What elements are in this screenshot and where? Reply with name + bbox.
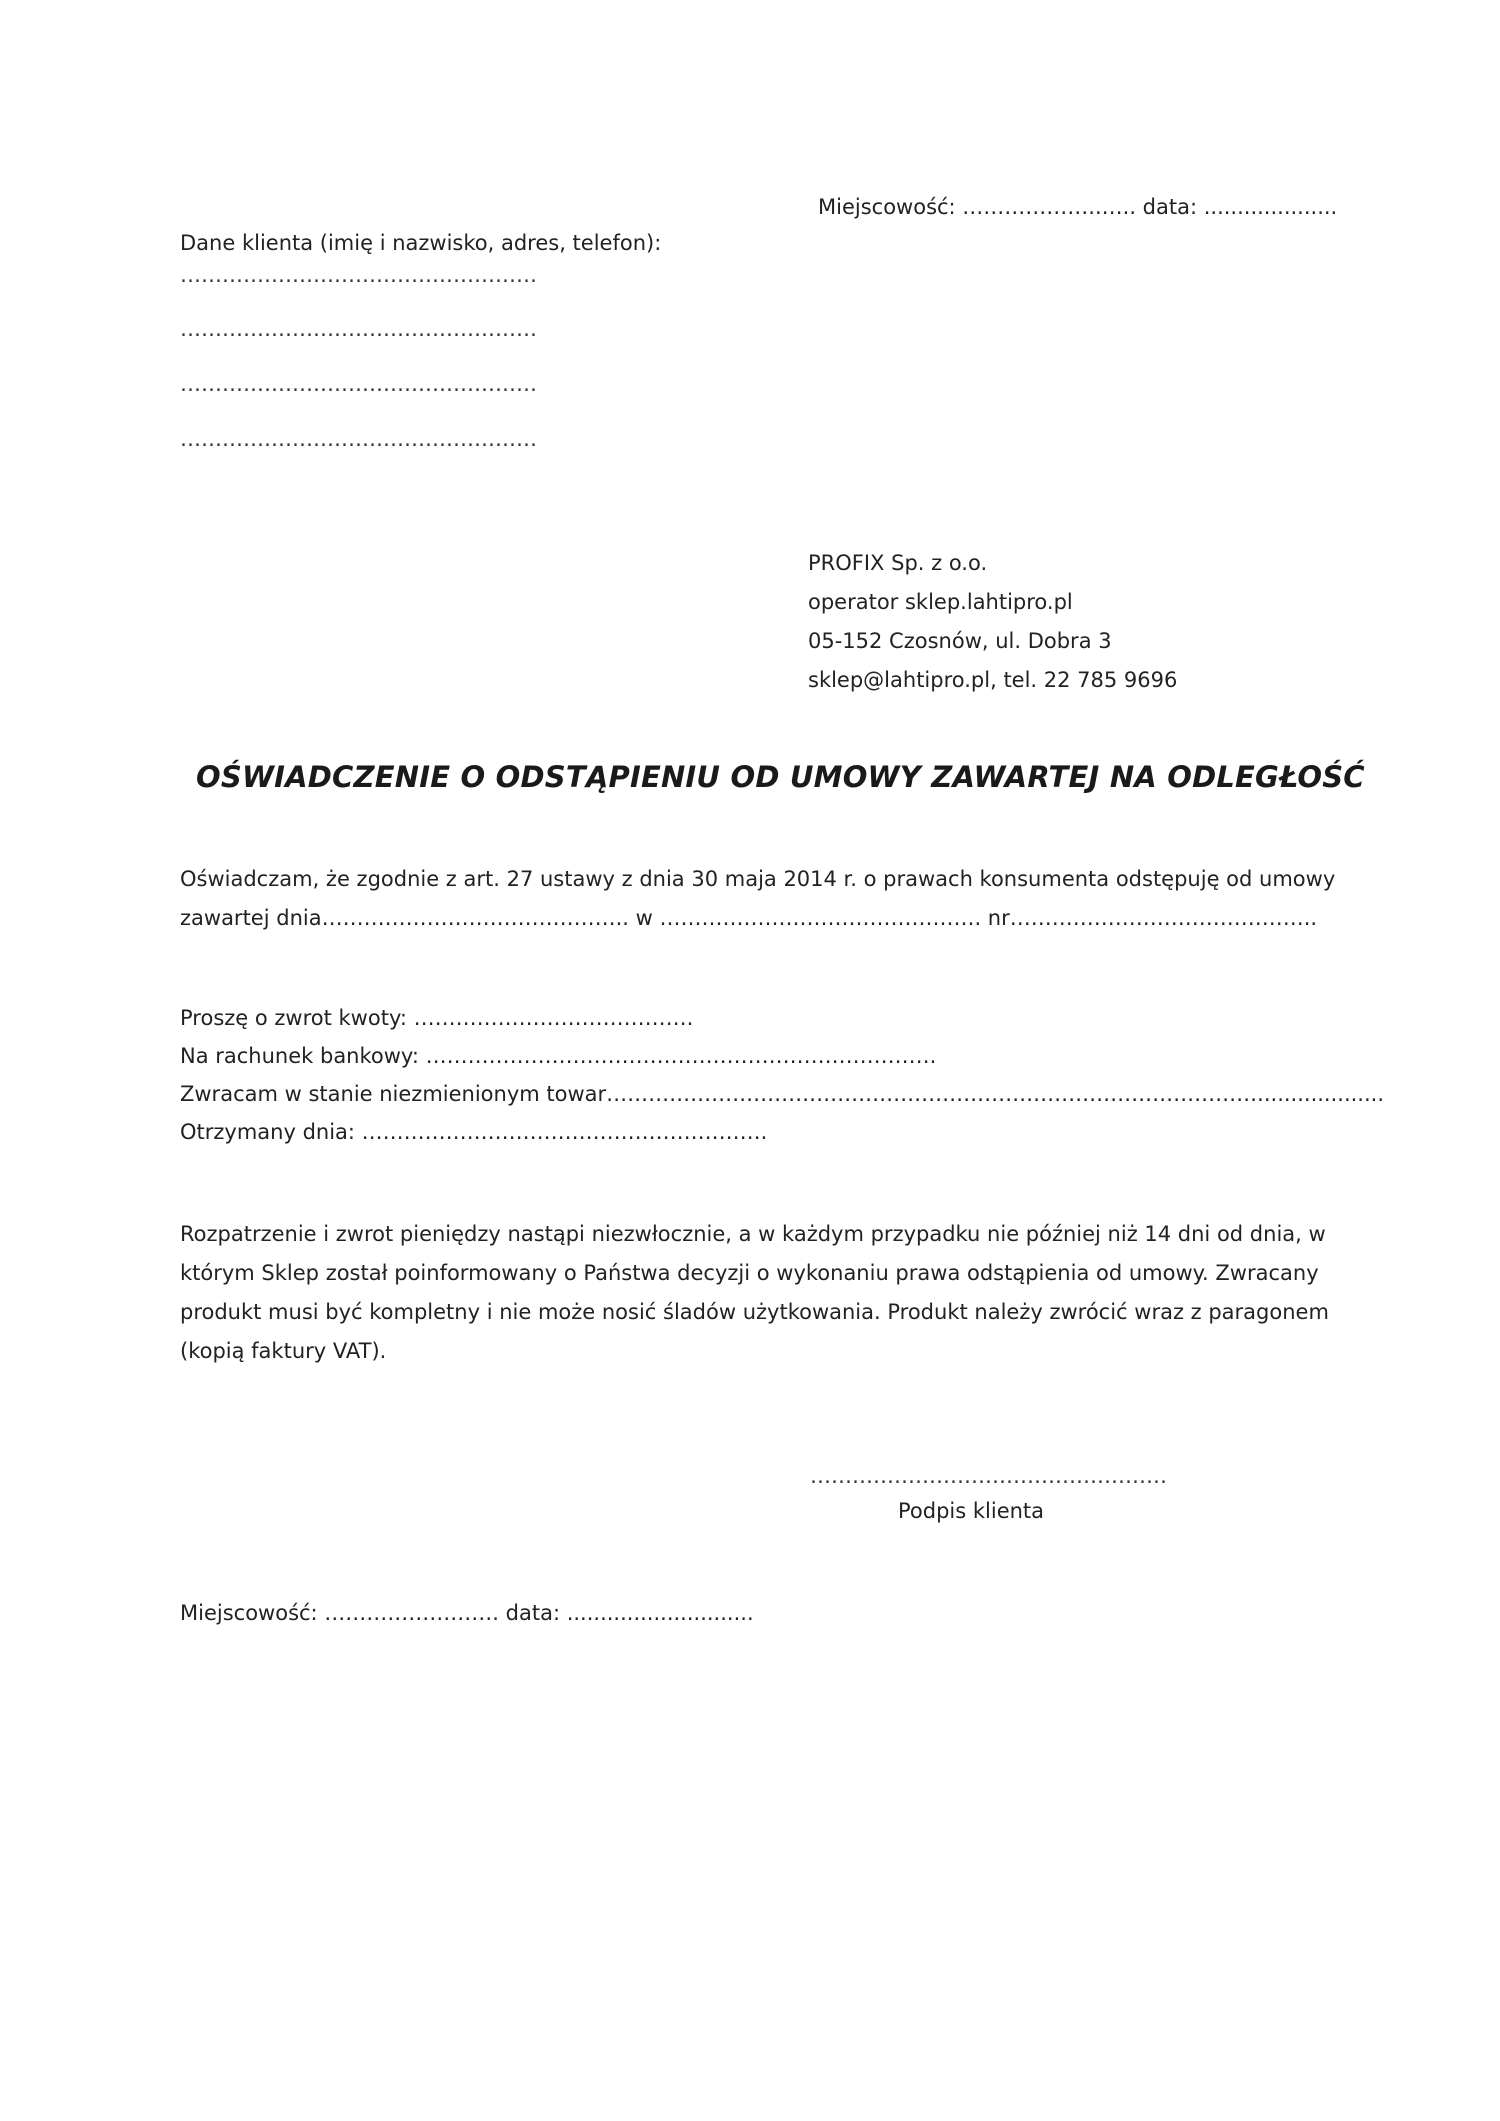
signature-dots: …………………………………………… bbox=[810, 1464, 1167, 1488]
notice-line-1: Rozpatrzenie i zwrot pieniędzy nastąpi niezwłocznie, a w każdym przypadku nie później niż 14 dni od dnia, w bbox=[180, 1222, 1326, 1246]
declaration-line-2: zawartej dnia…………………………………….. w ………………………………………. nr…………………………………….. bbox=[180, 906, 1318, 930]
received-date-field: Otrzymany dnia: …………………………………………………. bbox=[180, 1120, 768, 1144]
notice-line-3: produkt musi być kompletny i nie może nosić śladów użytkowania. Produkt należy zwrócić wraz z paragonem bbox=[180, 1300, 1329, 1324]
client-line-1: …………………………………………… bbox=[180, 263, 537, 287]
recipient-operator: operator sklep.lahtipro.pl bbox=[808, 590, 1073, 614]
returned-goods-field: Zwracam w stanie niezmienionym towar…………………………………………………………………………………................... bbox=[180, 1082, 1384, 1106]
footer-place-date: Miejscowość: ……………………. data: ............................ bbox=[180, 1601, 754, 1625]
client-line-4: …………………………………………… bbox=[180, 427, 537, 451]
header-place-date: Miejscowość: ………………..….. data: .................... bbox=[818, 195, 1338, 219]
client-line-2: …………………………………………… bbox=[180, 317, 537, 341]
notice-line-2: którym Sklep został poinformowany o Państwa decyzji o wykonaniu prawa odstąpienia od umowy. Zwracany bbox=[180, 1261, 1319, 1285]
declaration-line-1: Oświadczam, że zgodnie z art. 27 ustawy z dnia 30 maja 2014 r. o prawach konsumenta odstępuję od umowy bbox=[180, 867, 1336, 891]
bank-account-field: Na rachunek bankowy: ………………………………………………………………. bbox=[180, 1044, 937, 1068]
recipient-contact: sklep@lahtipro.pl, tel. 22 785 9696 bbox=[808, 668, 1178, 692]
notice-line-4: (kopią faktury VAT). bbox=[180, 1339, 387, 1363]
recipient-address: 05-152 Czosnów, ul. Dobra 3 bbox=[808, 629, 1112, 653]
client-line-3: …………………………………………… bbox=[180, 372, 537, 396]
signature-label: Podpis klienta bbox=[898, 1499, 1045, 1523]
recipient-company: PROFIX Sp. z o.o. bbox=[808, 551, 988, 575]
refund-amount-field: Proszę o zwrot kwoty: …………………………………. bbox=[180, 1006, 694, 1030]
document-title: OŚWIADCZENIE O ODSTĄPIENIU OD UMOWY ZAWARTEJ NA ODLEGŁOŚĆ bbox=[196, 760, 1365, 794]
client-data-label: Dane klienta (imię i nazwisko, adres, telefon): bbox=[180, 231, 662, 255]
